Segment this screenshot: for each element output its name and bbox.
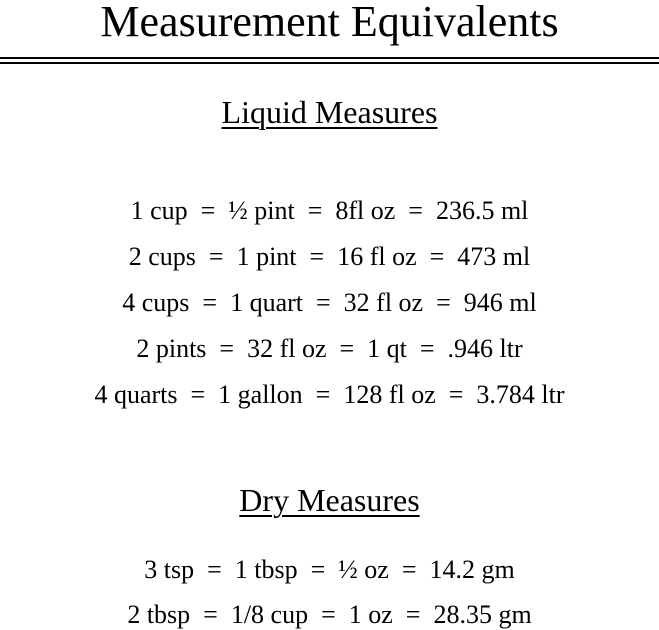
liquid-row: 4 quarts = 1 gallon = 128 fl oz = 3.784 ltr — [94, 380, 565, 409]
liquid-row: 2 cups = 1 pint = 16 fl oz = 473 ml — [128, 242, 531, 271]
dry-measures-heading — [0, 482, 659, 518]
liquid-row: 4 cups = 1 quart = 32 fl oz = 946 ml — [122, 288, 537, 317]
dry-row: 2 tbsp = 1/8 cup = 1 oz = 28.35 gm — [127, 600, 532, 629]
liquid-row: 1 cup = ½ pint = 8fl oz = 236.5 ml — [130, 196, 529, 225]
liquid-measures-heading — [0, 94, 659, 130]
liquid-row: 2 pints = 32 fl oz = 1 qt = .946 ltr — [136, 334, 523, 363]
title-divider-top — [0, 57, 659, 59]
page-title: Measurement Equivalents — [100, 0, 559, 46]
title-divider-bottom — [0, 62, 659, 64]
dry-row: 3 tsp = 1 tbsp = ½ oz = 14.2 gm — [144, 555, 515, 584]
liquid-measures-heading-text: Liquid Measures — [221, 94, 438, 130]
dry-measures-heading-text: Dry Measures — [239, 482, 420, 518]
